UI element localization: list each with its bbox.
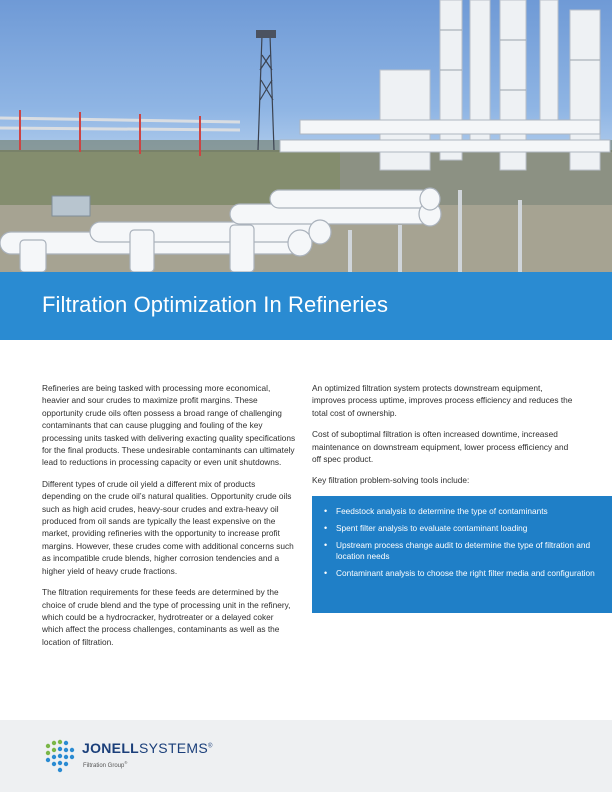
registered-mark: ®: [208, 743, 213, 750]
paragraph: Refineries are being tasked with processing more economical, heavier and sour crudes to maximize profit margins. These opportunity crude oils often possess a broad range of challenging contaminants that can cause plugging and fouling of the key processing units tasked with delivering exacting quality specifications for the final products. These undesirable contaminants can ultimately lead to reductions in processing capacity or even unit shutdowns.: [42, 383, 296, 468]
list-item-text: Upstream process change audit to determine the type of filtration and location needs: [336, 540, 591, 561]
paragraph: Different types of crude oil yield a different mix of products depending on the crude oil’s natural qualities. Opportunity crude oils such as high acid crudes, heavy-sour crudes and extra-heavy oil produced from oil sands are typically the least expensive on the market, providing refineries with the opportunity to increase profit margins. However, these crudes come with additional concerns such as incompatible crude blends, higher corrosion tendencies and a higher yield of heavy crude fractions.: [42, 478, 294, 576]
footer: [0, 720, 612, 792]
list-item: [324, 523, 598, 534]
tools-list: [312, 496, 612, 579]
logo-light-text: SYSTEMS: [139, 740, 209, 756]
right-column: [312, 382, 576, 496]
list-item: [324, 506, 598, 517]
bullet-icon: •: [324, 523, 328, 533]
page-title: Filtration Optimization In Refineries: [42, 292, 389, 317]
registered-mark: ®: [124, 760, 128, 765]
logo-subtitle-text: Filtration Group: [83, 763, 125, 769]
refinery-photo: [0, 0, 612, 272]
list-item: [324, 540, 598, 562]
paragraph: Key filtration problem-solving tools include:: [312, 475, 470, 486]
list-item-text: Feedstock analysis to determine the type of contaminants: [336, 506, 548, 516]
jonell-logo-icon: [42, 736, 78, 776]
left-column: [42, 382, 296, 657]
list-item: [324, 568, 598, 579]
logo-bold-text: JONELL: [82, 740, 140, 756]
list-item-text: Contaminant analysis to choose the right filter media and configuration: [336, 568, 595, 578]
bullet-icon: •: [324, 506, 328, 516]
logo-subtitle: [83, 760, 127, 769]
paragraph: Cost of suboptimal filtration is often increased downtime, increased maintenance on downstream equipment, lower process efficiency and off spec product.: [312, 429, 569, 465]
paragraph: An optimized filtration system protects downstream equipment, improves process uptime, improves process efficiency and reduces the total cost of ownership.: [312, 383, 573, 418]
bullet-icon: •: [324, 540, 328, 550]
title-band: [0, 272, 612, 340]
tools-callout: [312, 496, 612, 613]
paragraph: The filtration requirements for these feeds are determined by the choice of crude blend and the type of processing unit in the refinery, which could be a hydrocracker, hydrotreater or a delayed coker which affect the process challenges, contaminants as well as the location of filtration.: [42, 587, 291, 647]
list-item-text: Spent filter analysis to evaluate contaminant loading: [336, 523, 528, 533]
bullet-icon: •: [324, 568, 328, 578]
logo-wordmark: [82, 740, 213, 756]
refinery-illustration: [0, 0, 612, 272]
